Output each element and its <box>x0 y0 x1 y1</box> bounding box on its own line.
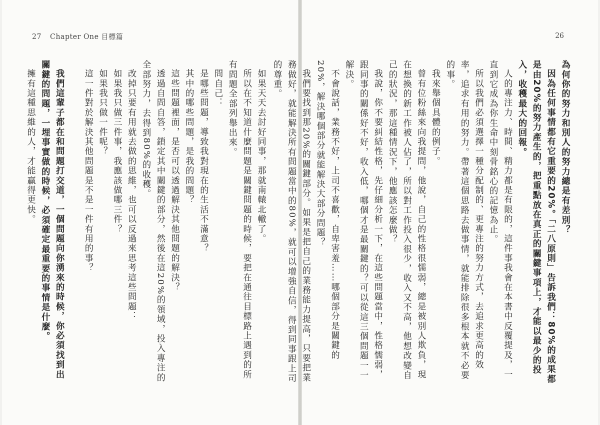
paragraph: 所以我們必須選擇一種分配制的、更專注的努力方式，去追求更高的效率，追求有用的努力。帶著這個思路去做事情，就能排除很多根本就不必要的事。 <box>444 60 484 381</box>
right-page-number: 26 <box>555 32 564 40</box>
left-page <box>2 0 298 425</box>
paragraph: 所以在不知道什麼問題是關鍵問題的時候，要把在通往目標路上遇到的所有問題全部列舉出來。 <box>227 60 252 379</box>
paragraph: 如果我只做一件呢？ <box>97 68 108 156</box>
paragraph: 透過自問自答，鎖定其中關鍵的部分，然後在這20%的領域，投入專注的全部努力，去得到80%的收穫。 <box>140 60 166 382</box>
paragraph: 我們要找到那20%的關鍵部分。如果是把自己的業務能力提高，只要把業務做好，就能解決所有問題當中的80%，就可以增強自信，得到同事跟上司的尊重。 <box>271 60 311 384</box>
paragraph: 如果我只做三件事，我應該做哪三件？ <box>111 68 122 234</box>
paragraph: 我來舉個具體的例子。 <box>430 68 441 166</box>
paragraph: 這些問題裡面，是否可以透過解決其他問題的解決？ <box>169 68 180 292</box>
right-page-body <box>271 60 572 385</box>
right-page <box>271 0 598 425</box>
paragraph: 問自己： <box>212 68 223 108</box>
running-head <box>32 32 123 42</box>
paragraph: 因為任何事情都有它重要的20%。「二八原則」告訴我們：80%的成果都是由20%的努力產生的，把重點放在真正的關鍵事項上，才能以最少的投入，收穫最大的回報。 <box>516 60 556 384</box>
paragraph: 擁有這種思維的人，才能贏得更快。 <box>25 68 36 224</box>
paragraph: 曾有位粉絲來向我提問，他說，自己的性格很懦弱，總是被別人欺負，現在想換的新工作被人佔了，所以對工作投入很少，收入又不高，他想改變自己的狀況，那這種情況下，他應該怎麼做？ <box>387 60 426 381</box>
paragraph: 其中的哪些問題，是我的問題？ <box>183 68 194 205</box>
paragraph: 我們這輩子都在和問題打交道，一個問題向你湧來的時候，你必須找到出關鍵的問題，一埋事實做的時候，必須確定最重要的事情是什麼。 <box>39 60 65 379</box>
left-page-body <box>24 60 268 385</box>
paragraph-spacer <box>66 60 80 74</box>
chapter-title: Chapter One 目標篇 <box>50 33 124 41</box>
paragraph: 人的專注力、時間、精力都是有限的，這件事我會在本書中反覆提及，一直到它成為你生命中刻骨銘心的記憶為止。 <box>487 60 513 379</box>
paragraph: 這一件對於解決其他問題是不是一件有用的事？ <box>83 68 94 273</box>
paragraph: 改掉只要有用就去做的思維，也可以反過來思考這些問題： <box>126 68 137 321</box>
paragraph: 不會說話，業務不好，上司不喜歡，自卑害羞……哪個部分是關鍵的20%，解決哪個部分就能解決大部分問題？ <box>315 60 340 360</box>
paragraph: 是哪些問題，導致我對現在的生活不滿意？ <box>198 68 209 253</box>
left-page-number: 27 <box>32 33 42 41</box>
paragraph: 我說，你不要糾結性格，先仔細分析一下，在這些問題當中，性格懦弱，跟同事的關係好不好，收入低，哪個才是最關鍵的？可以從這三個問題一一解決。 <box>343 60 383 381</box>
paragraph: 如果天天去討好同事，那就南轅北轍了。 <box>256 68 266 244</box>
section-heading: 為何你的努力和別人的努力總是有差別？ <box>560 60 570 235</box>
